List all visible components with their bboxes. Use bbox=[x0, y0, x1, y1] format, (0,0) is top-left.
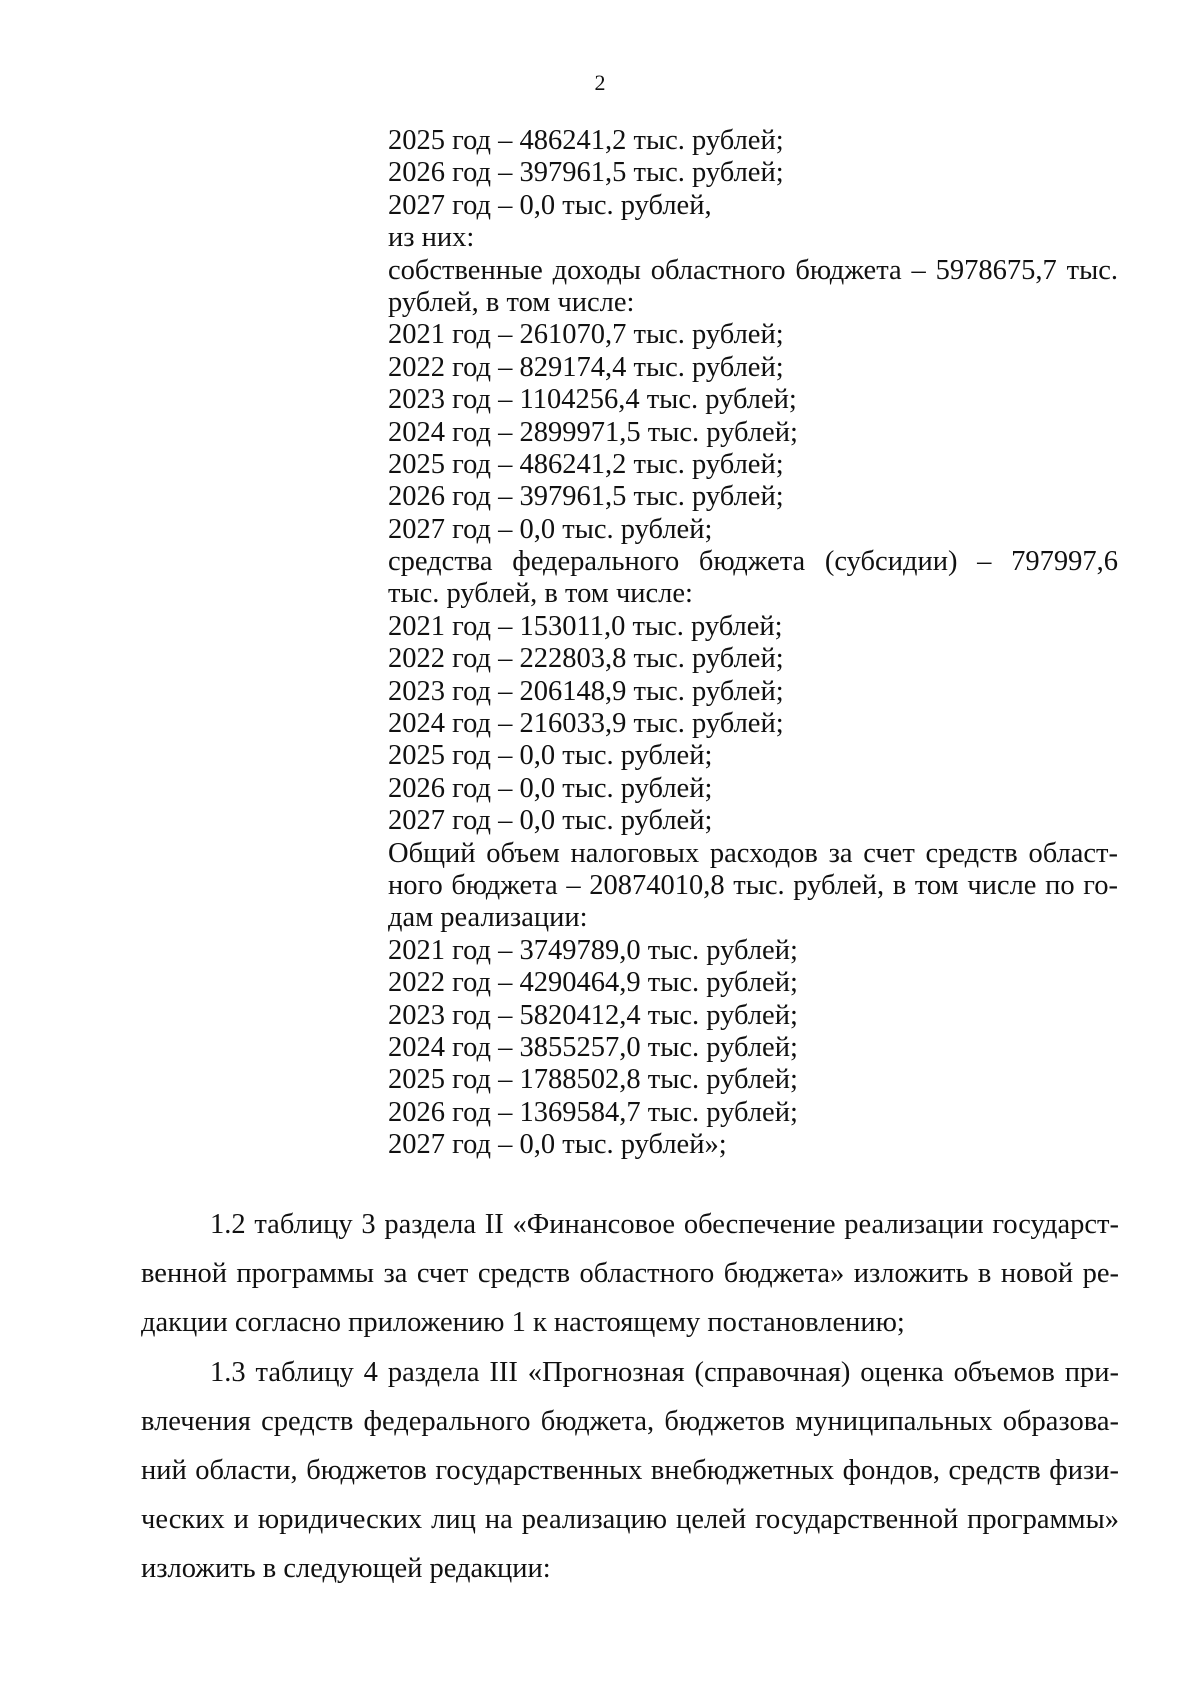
budget-line: 2023 год – 5820412,4 тыс. рублей; bbox=[388, 999, 798, 1031]
budget-line: 2023 год – 206148,9 тыс. рублей; bbox=[388, 675, 784, 707]
paragraph-line: 1.3 таблицу 4 раздела III «Прогнозная (справочная) оценка объемов при- bbox=[210, 1357, 1119, 1388]
budget-line: 2026 год – 397961,5 тыс. рублей; bbox=[388, 481, 784, 513]
budget-line: 2022 год – 222803,8 тыс. рублей; bbox=[388, 643, 784, 675]
budget-line: Общий объем налоговых расходов за счет средств област- bbox=[388, 837, 1118, 869]
paragraph-line: влечения средств федерального бюджета, бюджетов муниципальных образова- bbox=[141, 1406, 1119, 1437]
budget-line: 2025 год – 0,0 тыс. рублей; bbox=[388, 740, 713, 772]
paragraph-line: изложить в следующей редакции: bbox=[141, 1553, 551, 1584]
budget-line: 2022 год – 4290464,9 тыс. рублей; bbox=[388, 967, 798, 999]
budget-line: тыс. рублей, в том числе: bbox=[388, 578, 693, 610]
budget-line: дам реализации: bbox=[388, 902, 588, 934]
budget-line: 2025 год – 1788502,8 тыс. рублей; bbox=[388, 1064, 798, 1096]
budget-line: из них: bbox=[388, 222, 475, 254]
paragraph-line: дакции согласно приложению 1 к настоящему постановлению; bbox=[141, 1307, 905, 1338]
budget-line: 2024 год – 3855257,0 тыс. рублей; bbox=[388, 1031, 798, 1063]
budget-line: 2027 год – 0,0 тыс. рублей; bbox=[388, 805, 713, 837]
paragraph-line: венной программы за счет средств областного бюджета» изложить в новой ре- bbox=[141, 1258, 1119, 1289]
budget-breakdown bbox=[388, 125, 1118, 1162]
budget-line: 2026 год – 1369584,7 тыс. рублей; bbox=[388, 1096, 798, 1128]
budget-line: 2021 год – 153011,0 тыс. рублей; bbox=[388, 610, 783, 642]
budget-line: рублей, в том числе: bbox=[388, 286, 635, 318]
budget-line: 2024 год – 216033,9 тыс. рублей; bbox=[388, 708, 784, 740]
paragraph-line: ческих и юридических лиц на реализацию целей государственной программы» bbox=[141, 1504, 1119, 1535]
paragraph-line: 1.2 таблицу 3 раздела II «Финансовое обеспечение реализации государст- bbox=[210, 1209, 1119, 1240]
budget-line: 2023 год – 1104256,4 тыс. рублей; bbox=[388, 384, 797, 416]
budget-line: 2021 год – 3749789,0 тыс. рублей; bbox=[388, 934, 798, 966]
budget-line: 2027 год – 0,0 тыс. рублей; bbox=[388, 513, 713, 545]
budget-line: ного бюджета – 20874010,8 тыс. рублей, в том числе по го- bbox=[388, 869, 1118, 901]
budget-line: 2025 год – 486241,2 тыс. рублей; bbox=[388, 448, 784, 480]
budget-line: 2024 год – 2899971,5 тыс. рублей; bbox=[388, 416, 798, 448]
budget-line: средства федерального бюджета (субсидии) – 797997,6 bbox=[388, 546, 1118, 578]
paragraph-1-3 bbox=[141, 1348, 1119, 1593]
page-number: 2 bbox=[594, 70, 606, 95]
budget-line: 2026 год – 397961,5 тыс. рублей; bbox=[388, 157, 784, 189]
budget-line: собственные доходы областного бюджета – 5978675,7 тыс. bbox=[388, 254, 1118, 286]
budget-line: 2026 год – 0,0 тыс. рублей; bbox=[388, 772, 713, 804]
paragraph-line: ний области, бюджетов государственных внебюджетных фондов, средств физи- bbox=[141, 1455, 1119, 1486]
budget-line: 2022 год – 829174,4 тыс. рублей; bbox=[388, 351, 784, 383]
budget-line: 2027 год – 0,0 тыс. рублей, bbox=[388, 189, 712, 221]
budget-line: 2021 год – 261070,7 тыс. рублей; bbox=[388, 319, 784, 351]
budget-line: 2025 год – 486241,2 тыс. рублей; bbox=[388, 125, 784, 156]
budget-line: 2027 год – 0,0 тыс. рублей»; bbox=[388, 1129, 727, 1161]
paragraph-1-2 bbox=[141, 1200, 1119, 1347]
